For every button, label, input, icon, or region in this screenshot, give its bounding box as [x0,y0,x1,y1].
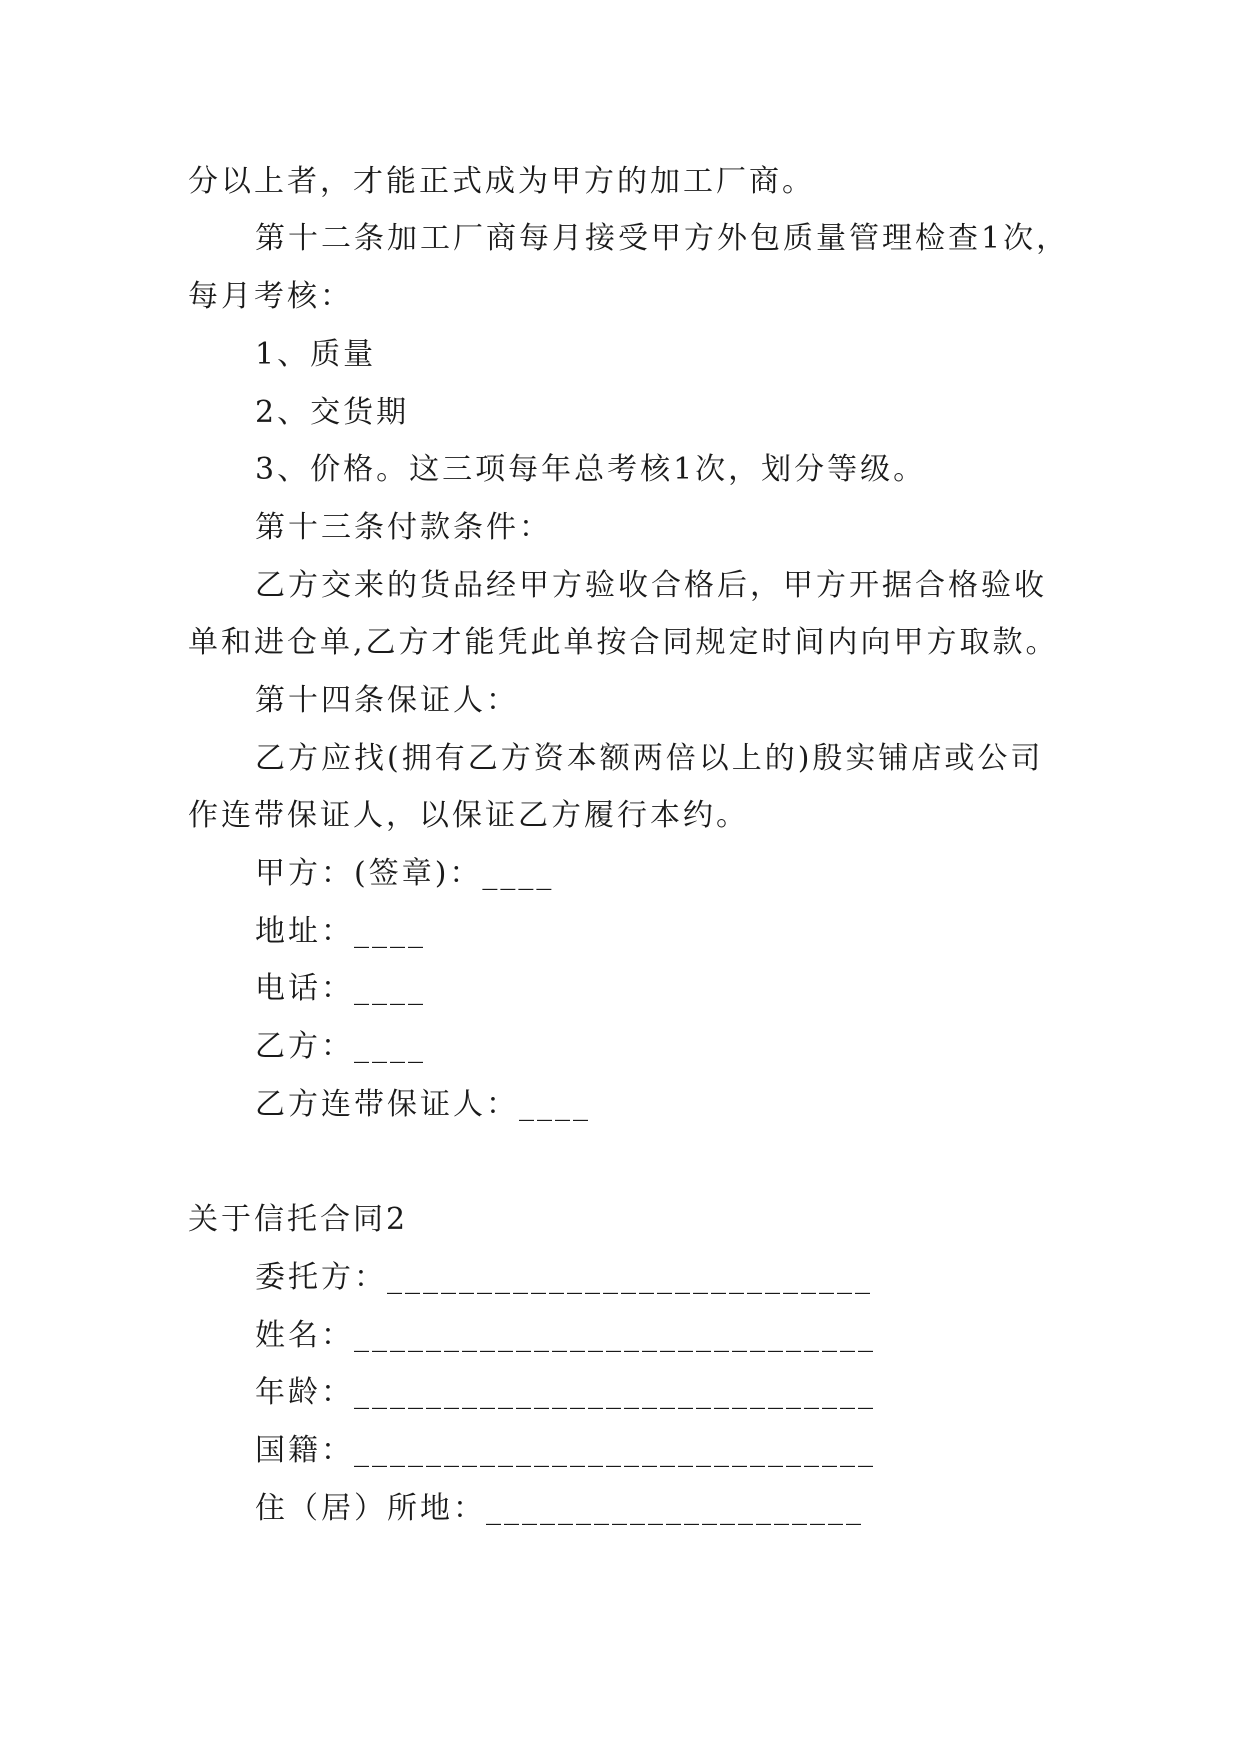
name-field: 姓名：_____________________________ [255,1318,876,1353]
paragraph-line: 乙方交来的货品经甲方验收合格后，甲方开据合格验收 [255,568,1047,603]
party-a-signature-field: 甲方：(签章)：____ [255,856,555,891]
paragraph-line: 乙方应找(拥有乙方资本额两倍以上的)殷实铺店或公司 [255,741,1044,776]
article-14-heading: 第十四条保证人： [255,683,519,718]
article-12-line: 第十二条加工厂商每月接受甲方外包质量管理检查1次， [255,221,1070,256]
list-item-quality: 1、质量 [255,337,377,372]
address-field: 地址：____ [255,914,426,949]
party-b-field: 乙方：____ [255,1029,426,1064]
nationality-field: 国籍：_____________________________ [255,1433,876,1468]
phone-field: 电话：____ [255,971,426,1006]
paragraph-line: 作连带保证人，以保证乙方履行本约。 [188,798,749,833]
client-field: 委托方：___________________________ [255,1260,873,1295]
guarantor-field: 乙方连带保证人：____ [255,1087,591,1122]
list-item-price: 3、价格。这三项每年总考核1次，划分等级。 [255,452,927,487]
residence-field: 住（居）所地：_____________________ [255,1491,864,1526]
article-13-heading: 第十三条付款条件： [255,510,552,545]
age-field: 年龄：_____________________________ [255,1375,876,1410]
paragraph-line: 单和进仓单,乙方才能凭此单按合同规定时间内向甲方取款。 [188,625,1059,660]
section-title: 关于信托合同2 [188,1202,409,1237]
paragraph-line: 每月考核： [188,279,353,314]
list-item-delivery: 2、交货期 [255,395,410,430]
paragraph-line: 分以上者，才能正式成为甲方的加工厂商。 [188,164,815,199]
